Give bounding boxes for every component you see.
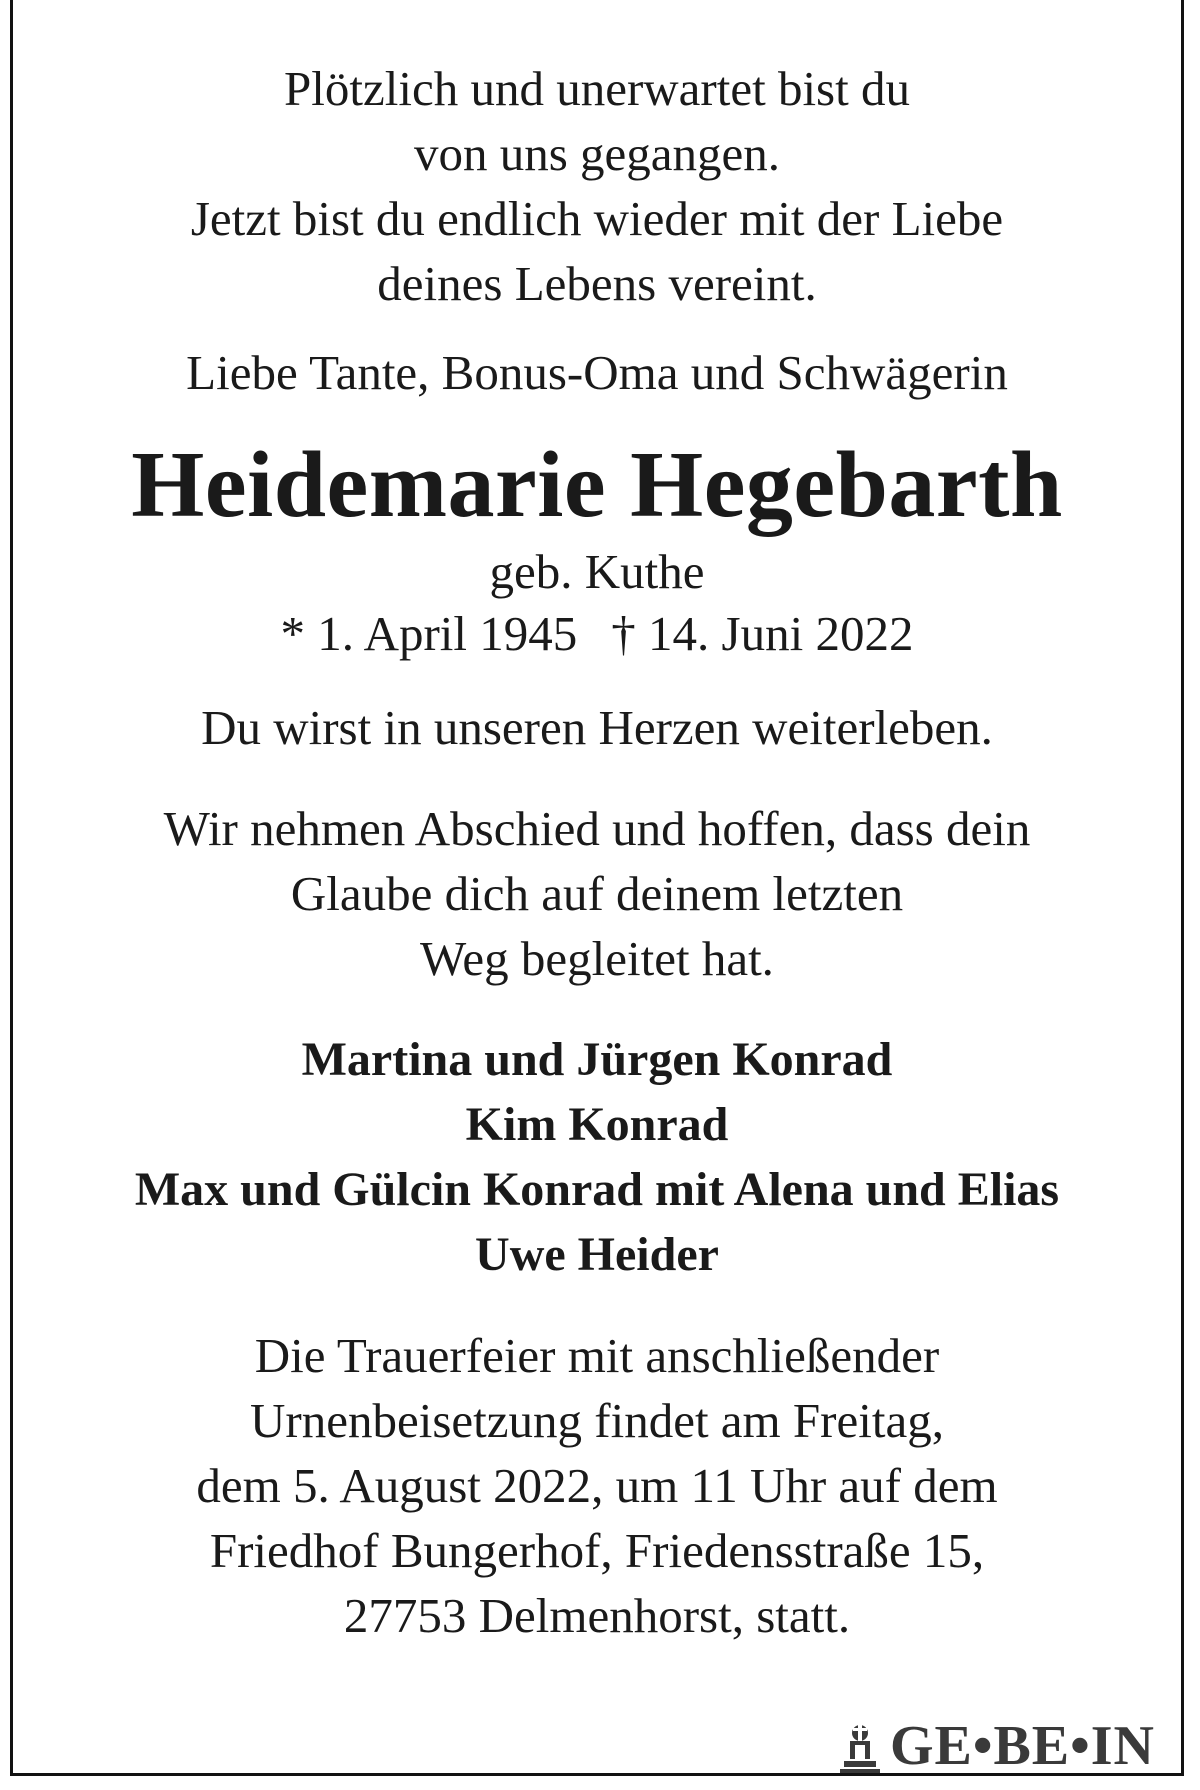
- service-details: [13, 1323, 1181, 1648]
- service-line: 27753 Delmenhorst, statt.: [343, 1588, 851, 1643]
- mourner-name: Uwe Heider: [475, 1228, 719, 1281]
- closing-line: Du wirst in unseren Herzen weiterleben.: [201, 700, 993, 755]
- death-date: † 14. Juni 2022: [611, 606, 914, 661]
- farewell-line: Wir nehmen Abschied und hoffen, dass dein: [163, 801, 1031, 856]
- obituary-notice: [10, 0, 1184, 1776]
- service-line: Urnenbeisetzung findet am Freitag,: [250, 1393, 944, 1448]
- mourner-name: Max und Gülcin Konrad mit Alena und Elias: [134, 1163, 1060, 1216]
- verse-line: von uns gegangen.: [413, 126, 781, 181]
- gebein-logo-icon: [838, 1721, 882, 1773]
- gebein-logo: [832, 1715, 1163, 1777]
- mourners-list: [13, 1027, 1181, 1287]
- farewell-line: Glaube dich auf deinem letzten: [290, 866, 904, 921]
- logo-text: GE•BE•IN: [889, 1715, 1155, 1777]
- service-line: Die Trauerfeier mit anschließender: [254, 1328, 940, 1383]
- mourner-name: Kim Konrad: [465, 1098, 729, 1151]
- service-line: Friedhof Bungerhof, Friedensstraße 15,: [209, 1523, 985, 1578]
- birth-date: * 1. April 1945: [280, 606, 578, 661]
- opening-verse: [13, 56, 1181, 316]
- service-line: dem 5. August 2022, um 11 Uhr auf dem: [196, 1458, 998, 1513]
- verse-line: Plötzlich und unerwartet bist du: [284, 61, 910, 116]
- mourner-name: Martina und Jürgen Konrad: [301, 1033, 893, 1086]
- farewell-text: [13, 796, 1181, 991]
- life-dates: [13, 603, 1181, 665]
- verse-line: deines Lebens vereint.: [377, 256, 817, 311]
- relation-line: Liebe Tante, Bonus-Oma und Schwägerin: [186, 345, 1008, 400]
- deceased-name: Heidemarie Hegebarth: [131, 433, 1063, 537]
- verse-line: Jetzt bist du endlich wieder mit der Liebe: [190, 191, 1004, 246]
- notice-content: [13, 56, 1181, 1648]
- maiden-name: geb. Kuthe: [489, 544, 705, 599]
- farewell-line: Weg begleitet hat.: [420, 931, 774, 986]
